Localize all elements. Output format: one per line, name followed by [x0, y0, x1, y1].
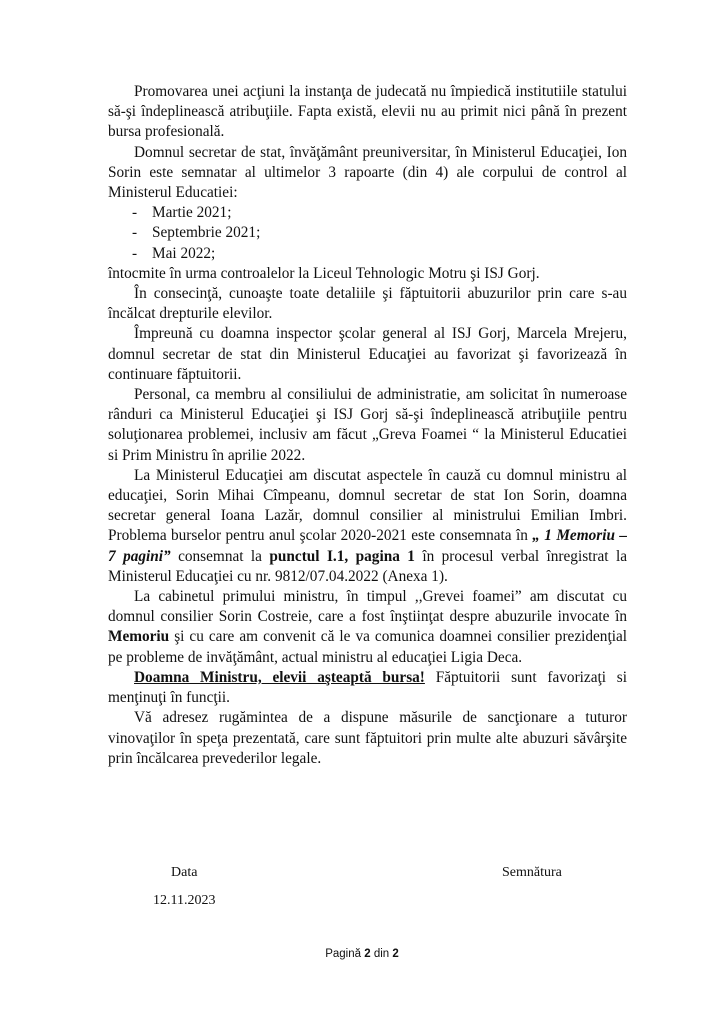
punct-reference: punctul I.1, pagina 1 [269, 547, 415, 565]
paragraph-6: Personal, ca membru al consiliului de administratie, am solicitat în numeroase rânduri ca Ministerul Educaţiei şi ISJ Gorj să-şi îndeplinească atribuţiile pentru soluţionarea problemei, inclusiv am făcut „Greva Foamei “ la Ministerul Educatiei si Prim Ministru în aprilie 2022. [108, 386, 627, 464]
paragraph-3: întocmite în urma controalelor la Liceul Tehnologic Motru şi ISJ Gorj. [108, 264, 540, 282]
paragraph-7 [108, 466, 627, 587]
signature-label: Semnătura [502, 865, 562, 880]
paragraph-1: Promovarea unei acţiuni la instanţa de judecată nu împiedică institutiile statului să-şi îndeplinească atribuţiile. Fapta există, elevii nu au primit nici până în prezent bursa profesională. [108, 83, 627, 141]
memoriu-reference: „ 1 Memoriu – 7 pagini” [108, 527, 627, 565]
footer-current-page: 2 [364, 948, 371, 960]
list-item: - Septembrie 2021; [132, 223, 627, 243]
letter-body [108, 82, 627, 769]
paragraph-10: Vă adresez rugămintea de a dispune măsurile de sancţionare a tuturor vinovaţilor în speţa prezentată, care sunt făptuitori prin multe alte abuzuri săvârşite prin încălcarea prevederilor legale. [108, 709, 627, 767]
paragraph-9-text: Făptuitorii sunt favorizaţi si menţinuţi în funcţii. [108, 668, 627, 707]
footer-total-pages: 2 [392, 948, 399, 960]
paragraph-5: Împreună cu doamna inspector şcolar general al ISJ Gorj, Marcela Mrejeru, domnul secretar de stat din Ministerul Educaţiei au favorizat şi favorizează în continuare făptuitorii. [108, 325, 627, 383]
paragraph-7-text: în procesul verbal înregistrat la Ministerul Educaţiei cu nr. 9812/07.04.2022 (Anexa 1). [108, 547, 628, 585]
paragraph-8-text: La cabinetul primului ministru, în timpul ,,Grevei foamei” am discutat cu domnul consilier Sorin Costreie, care a fost înştiinţat despre abuzurile invocate în [108, 588, 627, 626]
date-label: Data [171, 865, 198, 880]
footer-of-word: din [373, 948, 390, 960]
page-footer [0, 948, 724, 960]
paragraph-2: Domnul secretar de stat, învăţământ preuniversitar, în Ministerul Educaţiei, Ion Sorin este semnatar al ultimelor 3 rapoarte (din 4) ale corpului de control al Ministerul Educatiei: [108, 143, 627, 202]
paragraph-9 [108, 668, 627, 708]
emphasis-statement: Doamna Ministru, elevii aşteaptă bursa! [134, 668, 425, 686]
memoriu-bold: Memoriu [108, 628, 170, 646]
paragraph-7-text: consemnat la [170, 547, 270, 565]
paragraph-7-text: La Ministerul Educaţiei am discutat aspectele în cauză cu domnul ministru al educaţiei, Sorin Mihai Cîmpeanu, domnul secretar de stat Ion Sorin, doamna secretar general Ioana Lazăr, domnul consilier al ministrului Emilian Imbri. Problema burselor pentru anul şcolar 2020-2021 este consemnata în [108, 466, 627, 545]
paragraph-4: În consecinţă, cunoaşte toate detaliile şi făptuitorii abuzurilor prin care s-au încălcat drepturile elevilor. [108, 285, 627, 323]
date-value: 12.11.2023 [153, 893, 216, 908]
paragraph-8 [108, 587, 627, 668]
footer-page-word: Pagină [325, 948, 362, 960]
list-item: - Martie 2021; [132, 203, 627, 223]
report-dates-list [108, 203, 627, 264]
paragraph-8-text: şi cu care am convenit că le va comunica doamnei consilier prezidenţial pe probleme de invăţământ, actual ministru al educaţiei Ligia Deca. [108, 628, 627, 666]
list-item: - Mai 2022; [132, 244, 627, 264]
